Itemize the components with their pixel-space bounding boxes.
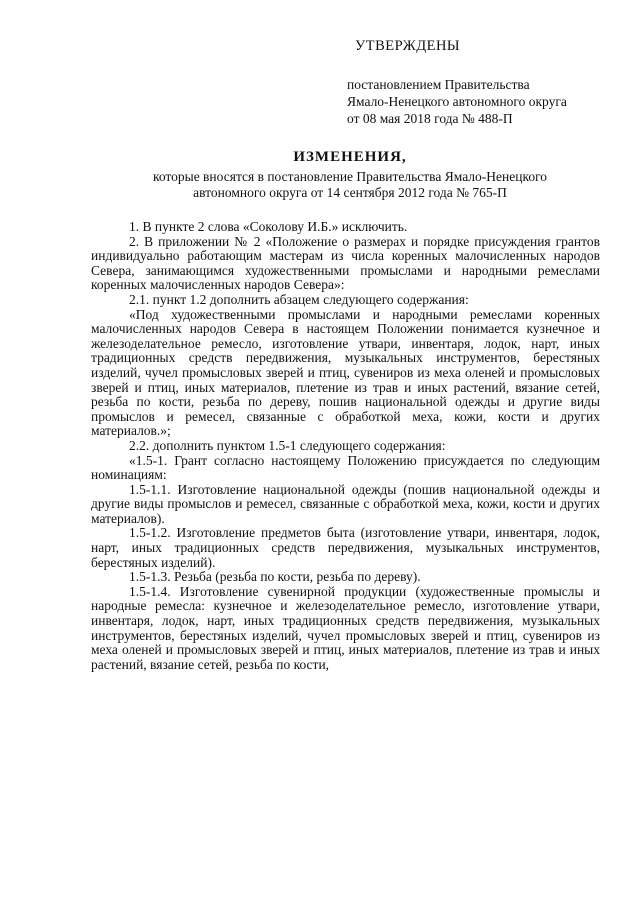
paragraph-1-5-1-1: 1.5-1.1. Изготовление национальной одежды (пошив национальной одежды и другие виды промыслов и ремесел, связанные с обработкой меха, кожи, кости и других материалов). bbox=[91, 481, 600, 526]
approval-line: Ямало-Ненецкого автономного округа bbox=[347, 94, 567, 109]
paragraph-1-5-1-4: 1.5-1.4. Изготовление сувенирной продукции (художественные промыслы и народные ремесла: кузнечное и железоделательное ремесло, изготовление утвари, инвентаря, лодок, нарт, иных традиционных средств передвижения, музыкальных инструментов, берестяных изделий, чучел промысловых зверей и птиц, сувениров из меха оленей и промысловых зверей и птиц, иных материалов, плетение из трав и иных растений, вязание сетей, резьба по кости, bbox=[91, 583, 600, 672]
paragraph-2-2: 2.2. дополнить пунктом 1.5-1 следующего содержания: bbox=[129, 437, 446, 453]
paragraph-2-1: 2.1. пункт 1.2 дополнить абзацем следующего содержания: bbox=[129, 291, 469, 307]
approval-line: постановлением Правительства bbox=[347, 77, 530, 92]
paragraph-1-5-1: «1.5-1. Грант согласно настоящему Положению присуждается по следующим номинациям: bbox=[91, 452, 600, 483]
document-title: ИЗМЕНЕНИЯ, bbox=[293, 149, 407, 165]
approval-block bbox=[347, 38, 627, 127]
paragraph-1-5-1-3: 1.5-1.3. Резьба (резьба по кости, резьба по дереву). bbox=[129, 569, 421, 585]
document-subtitle-line: которые вносятся в постановление Правительства Ямало-Ненецкого bbox=[152, 169, 548, 184]
document-body bbox=[91, 220, 600, 672]
paragraph-1-5-1-2: 1.5-1.2. Изготовление предметов быта (изготовление утвари, инвентаря, лодок, нарт, иных традиционных средств передвижения, музыкальных инструментов, берестяных изделий). bbox=[91, 525, 600, 570]
document-title-block bbox=[90, 148, 610, 201]
approved-heading: УТВЕРЖДЕНЫ bbox=[355, 38, 461, 54]
approval-line: от 08 мая 2018 года № 488-П bbox=[347, 111, 513, 126]
document-subtitle-line: автономного округа от 14 сентября 2012 года № 765-П bbox=[193, 185, 507, 200]
paragraph-2: 2. В приложении № 2 «Положение о размерах и порядке присуждения грантов индивидуально работающим мастерам из числа коренных малочисленных народов Севера, занимающимся художественными промыслами и народными ремеслами коренных малочисленных народов Севера»: bbox=[91, 233, 600, 293]
paragraph-1: 1. В пункте 2 слова «Соколову И.Б.» исключить. bbox=[129, 219, 408, 234]
paragraph-quote-definition: «Под художественными промыслами и народными ремеслами коренных малочисленных народов Севера в настоящем Положении понимается кузнечное и железоделательное ремесло, изготовление утвари, инвентаря, лодок, нарт, иных традиционных средств передвижения, музыкальных инструментов, берестяных изделий, чучел промысловых зверей и птиц, сувениров из меха оленей и промысловых зверей и птиц, иных материалов, плетение из трав и иных растений, вязание сетей, резьба по кости, резьба по дереву, пошив национальной одежды и другие виды промыслов и ремесел, связанные с обработкой меха, кожи, кости и других материалов.»; bbox=[91, 306, 600, 439]
